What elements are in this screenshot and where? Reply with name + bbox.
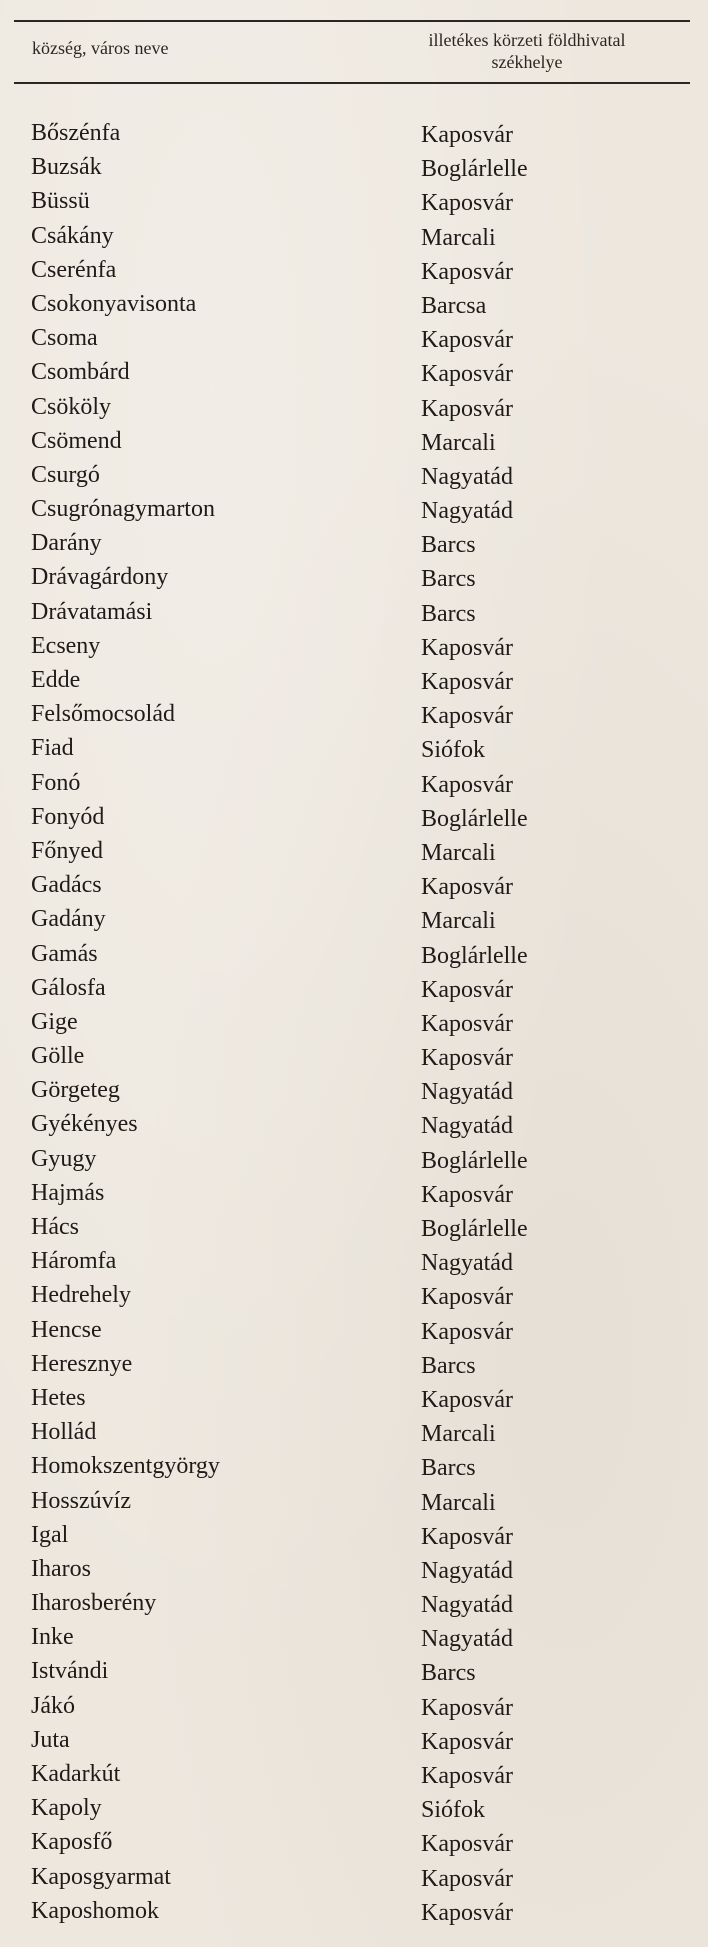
municipality-name: Hedrehely xyxy=(31,1282,131,1309)
land-office-seat: Siófok xyxy=(421,1797,486,1824)
municipality-name: Csököly xyxy=(31,393,112,420)
municipality-name: Heresznye xyxy=(31,1350,133,1377)
municipality-name: Edde xyxy=(31,667,81,693)
land-office-seat: Kaposvár xyxy=(421,1831,513,1858)
land-office-seat: Barcs xyxy=(421,1455,476,1482)
table-row xyxy=(0,526,708,560)
table-row xyxy=(0,766,708,800)
land-office-seat: Barcs xyxy=(421,1352,476,1379)
table-row xyxy=(0,1107,708,1141)
table-row xyxy=(0,253,708,287)
land-office-seat: Siófok xyxy=(421,737,486,764)
header-land-office-line1: illetékes körzeti földhivatal xyxy=(428,30,626,50)
municipality-name: Hajmás xyxy=(31,1179,105,1206)
table-row xyxy=(0,1654,708,1688)
header-municipality-name: község, város neve xyxy=(32,38,169,58)
municipality-name: Cserénfa xyxy=(31,256,117,283)
table-row xyxy=(0,1313,708,1347)
land-office-seat: Kaposvár xyxy=(421,1899,513,1926)
table-row xyxy=(0,663,708,697)
land-office-seat: Kaposvár xyxy=(421,703,513,730)
table-row xyxy=(0,731,708,765)
municipality-name: Csákány xyxy=(31,222,114,249)
land-office-seat: Nagyatád xyxy=(421,1113,513,1140)
land-office-seat: Nagyatád xyxy=(421,463,513,490)
municipality-name: Jákó xyxy=(31,1692,75,1719)
municipality-name: Iharos xyxy=(31,1555,91,1582)
municipality-name: Hács xyxy=(31,1214,79,1240)
land-office-seat: Barcs xyxy=(421,1660,476,1687)
land-office-seat: Kaposvár xyxy=(421,361,513,388)
table-row xyxy=(0,1176,708,1210)
table-row xyxy=(0,390,708,424)
land-office-seat: Marcali xyxy=(421,1489,496,1516)
table-row xyxy=(0,560,708,594)
land-office-seat: Nagyatád xyxy=(421,1079,513,1106)
land-office-seat: Kaposvár xyxy=(421,1763,513,1789)
municipality-name: Gálosfa xyxy=(31,974,106,1001)
land-office-seat: Kaposvár xyxy=(421,1284,513,1311)
table-row xyxy=(0,1039,708,1073)
table-row xyxy=(0,321,708,355)
table-row xyxy=(0,1484,708,1518)
land-office-seat: Barcs xyxy=(421,566,476,593)
municipality-name: Fonyód xyxy=(31,803,105,830)
table-row xyxy=(0,1142,708,1176)
table-row xyxy=(0,1860,708,1894)
header-land-office-seat xyxy=(392,29,662,73)
municipality-name: Gölle xyxy=(31,1043,85,1070)
table-row xyxy=(0,868,708,902)
municipality-name: Istvándi xyxy=(31,1658,109,1685)
land-office-seat: Kaposvár xyxy=(421,1865,513,1892)
table-row xyxy=(0,1757,708,1791)
table-row xyxy=(0,1449,708,1483)
table-row xyxy=(0,424,708,458)
municipality-name: Háromfa xyxy=(31,1248,117,1275)
table-row xyxy=(0,971,708,1005)
land-office-seat: Barcsa xyxy=(421,292,487,319)
land-office-seat: Marcali xyxy=(421,908,496,935)
land-office-seat: Kaposvár xyxy=(421,771,513,798)
table-row xyxy=(0,902,708,936)
land-office-seat: Kaposvár xyxy=(421,1318,513,1345)
municipality-name: Drávagárdony xyxy=(31,564,169,591)
municipality-name: Gige xyxy=(31,1008,78,1035)
municipality-name: Fiad xyxy=(31,735,74,762)
table-row xyxy=(0,287,708,321)
table-row xyxy=(0,1586,708,1620)
municipality-name: Csombárd xyxy=(31,359,130,386)
table-row xyxy=(0,184,708,218)
table-row xyxy=(0,1210,708,1244)
table-row xyxy=(0,1073,708,1107)
municipality-name: Iharosberény xyxy=(31,1590,157,1617)
table-row xyxy=(0,458,708,492)
municipality-name: Felsőmocsolád xyxy=(31,701,175,728)
land-office-seat: Kaposvár xyxy=(421,874,513,901)
land-office-seat: Boglárlelle xyxy=(421,805,528,832)
table-row xyxy=(0,1791,708,1825)
land-office-seat: Marcali xyxy=(421,839,496,866)
table-row xyxy=(0,1620,708,1654)
land-office-seat: Nagyatád xyxy=(421,1557,513,1584)
municipality-name: Gyékényes xyxy=(31,1111,138,1138)
municipality-name: Kapoly xyxy=(31,1795,102,1822)
land-office-seat: Boglárlelle xyxy=(421,942,528,969)
municipality-name: Gadács xyxy=(31,872,102,899)
municipality-name: Csugrónagymarton xyxy=(31,496,215,523)
municipality-name: Görgeteg xyxy=(31,1077,120,1104)
municipality-name: Darány xyxy=(31,530,102,557)
header-land-office-line2: székhelye xyxy=(491,52,563,72)
municipality-name: Kadarkút xyxy=(31,1761,121,1787)
municipality-name: Csokonyavisonta xyxy=(31,290,197,317)
land-office-seat: Kaposvár xyxy=(421,258,513,285)
land-office-seat: Nagyatád xyxy=(421,498,513,525)
table-row xyxy=(0,1518,708,1552)
land-office-seat: Boglárlelle xyxy=(421,1147,528,1174)
land-office-seat: Kaposvár xyxy=(421,122,513,148)
land-office-seat: Kaposvár xyxy=(421,1694,513,1721)
municipality-name: Gyugy xyxy=(31,1145,97,1172)
table-row xyxy=(0,1723,708,1757)
municipality-name: Gamás xyxy=(31,940,98,967)
land-office-seat: Barcs xyxy=(421,600,476,627)
municipality-name: Kaposfő xyxy=(31,1829,113,1856)
land-office-seat: Kaposvár xyxy=(421,1728,513,1755)
municipality-name: Inke xyxy=(31,1624,74,1651)
table-row xyxy=(0,800,708,834)
table-row xyxy=(0,1244,708,1278)
municipality-name: Ecseny xyxy=(31,632,101,659)
land-office-seat: Kaposvár xyxy=(421,1010,513,1037)
municipality-name: Hollád xyxy=(31,1419,97,1446)
municipality-name: Buzsák xyxy=(31,154,102,181)
land-office-seat: Kaposvár xyxy=(421,327,513,354)
municipality-name: Gadány xyxy=(31,906,106,933)
table-row xyxy=(0,834,708,868)
municipality-name: Igal xyxy=(31,1521,69,1548)
land-office-seat: Nagyatád xyxy=(421,1250,513,1277)
table-row xyxy=(0,1381,708,1415)
land-office-seat: Boglárlelle xyxy=(421,156,528,183)
municipality-name: Csoma xyxy=(31,325,98,352)
municipality-name: Fonó xyxy=(31,769,81,796)
land-office-seat: Kaposvár xyxy=(421,395,513,422)
land-office-seat: Marcali xyxy=(421,224,496,251)
table-row xyxy=(0,150,708,184)
table-row xyxy=(0,1278,708,1312)
municipality-name: Drávatamási xyxy=(31,598,153,625)
land-office-seat: Nagyatád xyxy=(421,1626,513,1653)
table-row xyxy=(0,629,708,663)
municipality-name: Hencse xyxy=(31,1316,102,1343)
land-office-seat: Kaposvár xyxy=(421,190,513,217)
table-row xyxy=(0,219,708,253)
municipality-name: Juta xyxy=(31,1726,70,1753)
table-row xyxy=(0,1005,708,1039)
table-row xyxy=(0,1552,708,1586)
table-row xyxy=(0,1347,708,1381)
municipality-name: Bőszénfa xyxy=(31,120,121,146)
municipality-name: Hetes xyxy=(31,1384,86,1411)
municipality-name: Kaposgyarmat xyxy=(31,1863,171,1890)
municipality-name: Főnyed xyxy=(31,837,103,864)
land-office-seat: Barcs xyxy=(421,532,476,559)
table-row xyxy=(0,697,708,731)
table-row xyxy=(0,116,708,150)
table-row xyxy=(0,1825,708,1859)
land-office-seat: Kaposvár xyxy=(421,1045,513,1072)
land-office-seat: Boglárlelle xyxy=(421,1216,528,1242)
land-office-seat: Kaposvár xyxy=(421,976,513,1003)
municipality-name: Kaposhomok xyxy=(31,1897,159,1924)
land-office-seat: Kaposvár xyxy=(421,1181,513,1208)
municipality-name: Csömend xyxy=(31,427,122,454)
table-row xyxy=(0,1689,708,1723)
municipality-name: Csurgó xyxy=(31,461,100,488)
land-office-seat: Kaposvár xyxy=(421,1523,513,1550)
land-office-seat: Kaposvár xyxy=(421,634,513,661)
municipality-name: Homokszentgyörgy xyxy=(31,1453,220,1480)
land-office-seat: Kaposvár xyxy=(421,1386,513,1413)
table-row xyxy=(0,492,708,526)
table-row xyxy=(0,1894,708,1928)
municipality-name: Büssü xyxy=(31,188,90,215)
table-row xyxy=(0,937,708,971)
municipality-list xyxy=(0,116,708,1928)
land-office-seat: Nagyatád xyxy=(421,1592,513,1619)
municipality-name: Hosszúvíz xyxy=(31,1487,131,1514)
table-row xyxy=(0,1415,708,1449)
table-row xyxy=(0,595,708,629)
land-office-seat: Marcali xyxy=(421,429,496,456)
land-office-seat: Marcali xyxy=(421,1421,496,1448)
header-bottom-rule xyxy=(14,82,690,84)
header-top-rule xyxy=(14,20,690,22)
land-office-seat: Kaposvár xyxy=(421,669,513,695)
table-row xyxy=(0,355,708,389)
